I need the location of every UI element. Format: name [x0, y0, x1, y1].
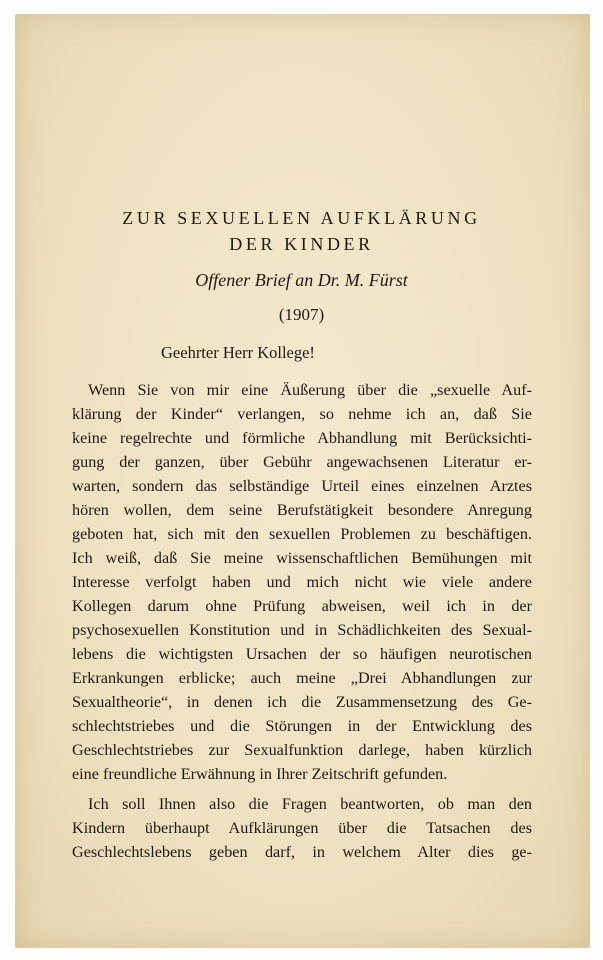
text-line: lebens die wichtigsten Ursachen der so häufigen neurotischen — [72, 645, 532, 663]
chapter-year: (1907) — [278, 305, 325, 324]
text-line: Ich weiß, daß Sie meine wissenschaftlichen Bemühungen mit — [72, 549, 532, 567]
text-line: warten, sondern das selbständige Urteil eines einzelnen Arztes — [72, 477, 532, 495]
text-line: Geschlechtslebens geben darf, in welchem Alter dies ge- — [72, 843, 532, 861]
text-line: Kindern überhaupt Aufklärungen über die Tatsachen des — [72, 819, 532, 837]
text-line: Wenn Sie von mir eine Äußerung über die „sexuelle Auf- — [88, 381, 532, 399]
text-line: Kollegen darum ohne Prüfung abweisen, weil ich in der — [72, 597, 532, 615]
text-line: gung der ganzen, über Gebühr angewachsenen Literatur er- — [72, 453, 532, 471]
text-line: eine freundliche Erwähnung in Ihrer Zeitschrift gefunden. — [72, 765, 448, 783]
text-line: Geschlechtstriebes zur Sexualfunktion darlege, haben kürzlich — [72, 741, 532, 759]
salutation: Geehrter Herr Kollege! — [161, 343, 315, 362]
text-line: Ich soll Ihnen also die Fragen beantworten, ob man den — [88, 795, 532, 813]
text-line: klärung der Kinder“ verlangen, so nehme ich an, daß Sie — [72, 405, 532, 423]
chapter-subtitle: Offener Brief an Dr. M. Fürst — [195, 270, 408, 290]
text-line: Sexualtheorie“, in denen ich die Zusammensetzung des Ge- — [72, 693, 532, 711]
text-line: Interesse verfolgt haben und mich nicht wie viele andere — [72, 573, 532, 591]
text-line: Erkrankungen erblicke; auch meine „Drei Abhandlungen zur — [72, 669, 532, 687]
text-line: keine regelrechte und förmliche Abhandlung mit Berücksichti- — [72, 429, 532, 447]
text-line: schlechtstriebes und die Störungen in der Entwicklung des — [72, 717, 532, 735]
chapter-title-line-2: DER KINDER — [229, 234, 374, 254]
text-line: hören wollen, dem seine Berufstätigkeit besondere Anregung — [72, 501, 532, 519]
chapter-title-line-1: ZUR SEXUELLEN AUFKLÄRUNG — [122, 208, 481, 228]
text-line: psychosexuellen Konstitution und in Schädlichkeiten des Sexual- — [72, 621, 532, 639]
text-line: geboten hat, sich mit den sexuellen Problemen zu beschäftigen. — [72, 525, 532, 543]
